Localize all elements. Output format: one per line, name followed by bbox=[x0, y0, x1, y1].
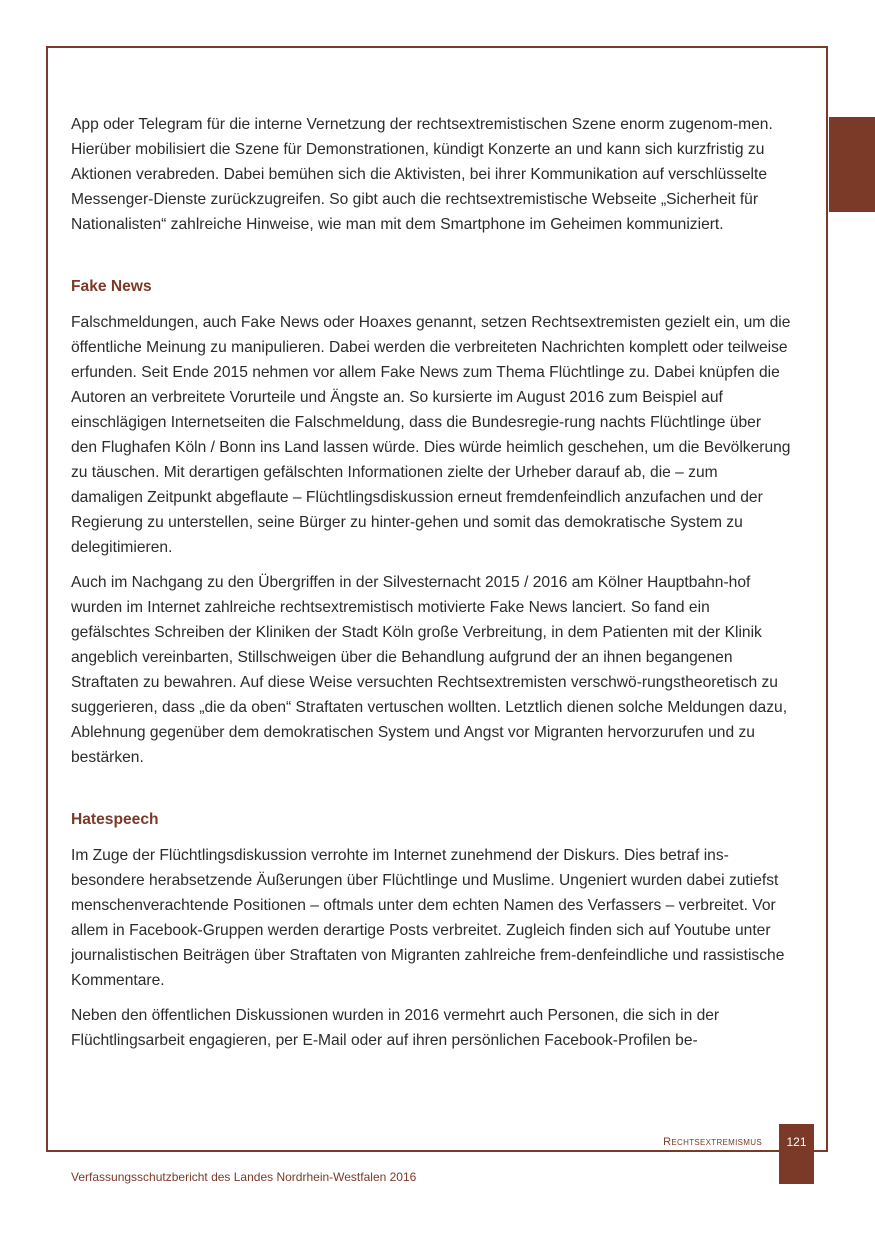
chapter-label: Rechtsextremismus bbox=[663, 1136, 762, 1148]
hatespeech-paragraph-1: Im Zuge der Flüchtlingsdiskussion verrohte im Internet zunehmend der Diskurs. Dies betraf ins-besondere herabsetzende Äußerungen über Flüchtlinge und Muslime. Ungeniert wurden dabei zutiefst menschenverachtende Positionen – oftmals unter dem echten Namen des Verfassers – verbreitet. Vor allem in Facebook-Gruppen werden derartige Posts verbreitet. Zugleich finden sich auf Youtube unter journalistischen Beiträgen über Straftaten von Migranten zahlreiche frem-denfeindliche und rassistische Kommentare. bbox=[71, 847, 785, 989]
chapter-side-tab bbox=[829, 117, 875, 212]
hatespeech-paragraph-2: Neben den öffentlichen Diskussionen wurden in 2016 vermehrt auch Personen, die sich in der Flüchtlingsarbeit engagieren, per E-Mail oder auf ihren persönlichen Facebook-Profilen be- bbox=[71, 1007, 720, 1049]
section-heading-hatespeech: Hatespeech bbox=[71, 811, 159, 828]
main-content bbox=[71, 112, 791, 1053]
document-title: Verfassungsschutzbericht des Landes Nordrhein-Westfalen 2016 bbox=[71, 1170, 417, 1184]
fake-news-paragraph-2: Auch im Nachgang zu den Übergriffen in der Silvesternacht 2015 / 2016 am Kölner Hauptbahn-hof wurden im Internet zahlreiche rechtsextremistisch motivierte Fake News lanciert. So fand ein gefälschtes Schreiben der Kliniken der Stadt Köln große Verbreitung, in dem Patienten mit der Klinik angeblich vereinbarten, Stillschweigen über die Behandlung aufgrund der an ihnen begangenen Straftaten zu bewahren. Auf diese Weise versuchten Rechtsextremisten verschwö-rungstheoretisch zu suggerieren, dass „die da oben“ Straftaten vertuschen wollten. Letztlich dienen solche Meldungen dazu, Ablehnung gegenüber dem demokratischen System und Angst vor Migranten hervorzurufen und zu bestärken. bbox=[71, 574, 788, 766]
fake-news-paragraph-1: Falschmeldungen, auch Fake News oder Hoaxes genannt, setzen Rechtsextremisten gezielt ein, um die öffentliche Meinung zu manipulieren. Dabei werden die verbreiteten Nachrichten komplett oder teilweise erfunden. Seit Ende 2015 nehmen vor allem Fake News zum Thema Flüchtlinge zu. Dabei knüpfen die Autoren an verbreitete Vorurteile und Ängste an. So kursierte im August 2016 zum Beispiel auf einschlägigen Internetseiten die Falschmeldung, dass die Bundesregie-rung nachts Flüchtlinge über den Flughafen Köln / Bonn ins Land lassen würde. Dies würde heimlich geschehen, um die Bevölkerung zu täuschen. Mit derartigen gefälschten Informationen zielte der Urheber darauf ab, die – zum damaligen Zeitpunkt abgeflaute – Flüchtlingsdiskussion erneut fremdenfeindlich anzufachen und der Regierung zu unterstellen, seine Bürger zu hinter-gehen und somit das demokratische System zu delegitimieren. bbox=[71, 314, 791, 556]
section-heading-fake-news: Fake News bbox=[71, 278, 152, 295]
page-number: 121 bbox=[779, 1124, 814, 1184]
intro-paragraph: App oder Telegram für die interne Vernetzung der rechtsextremistischen Szene enorm zugenom-men. Hierüber mobilisiert die Szene für Demonstrationen, kündigt Konzerte an und kann sich kurzfristig zu Aktionen verabreden. Dabei bemühen sich die Aktivisten, bei ihrer Kommunikation auf verschlüsselte Messenger-Dienste zurückzugreifen. So gibt auch die rechtsextremistische Webseite „Sicherheit für Nationalisten“ zahlreiche Hinweise, wie man mit dem Smartphone im Geheimen kommuniziert. bbox=[71, 116, 773, 233]
